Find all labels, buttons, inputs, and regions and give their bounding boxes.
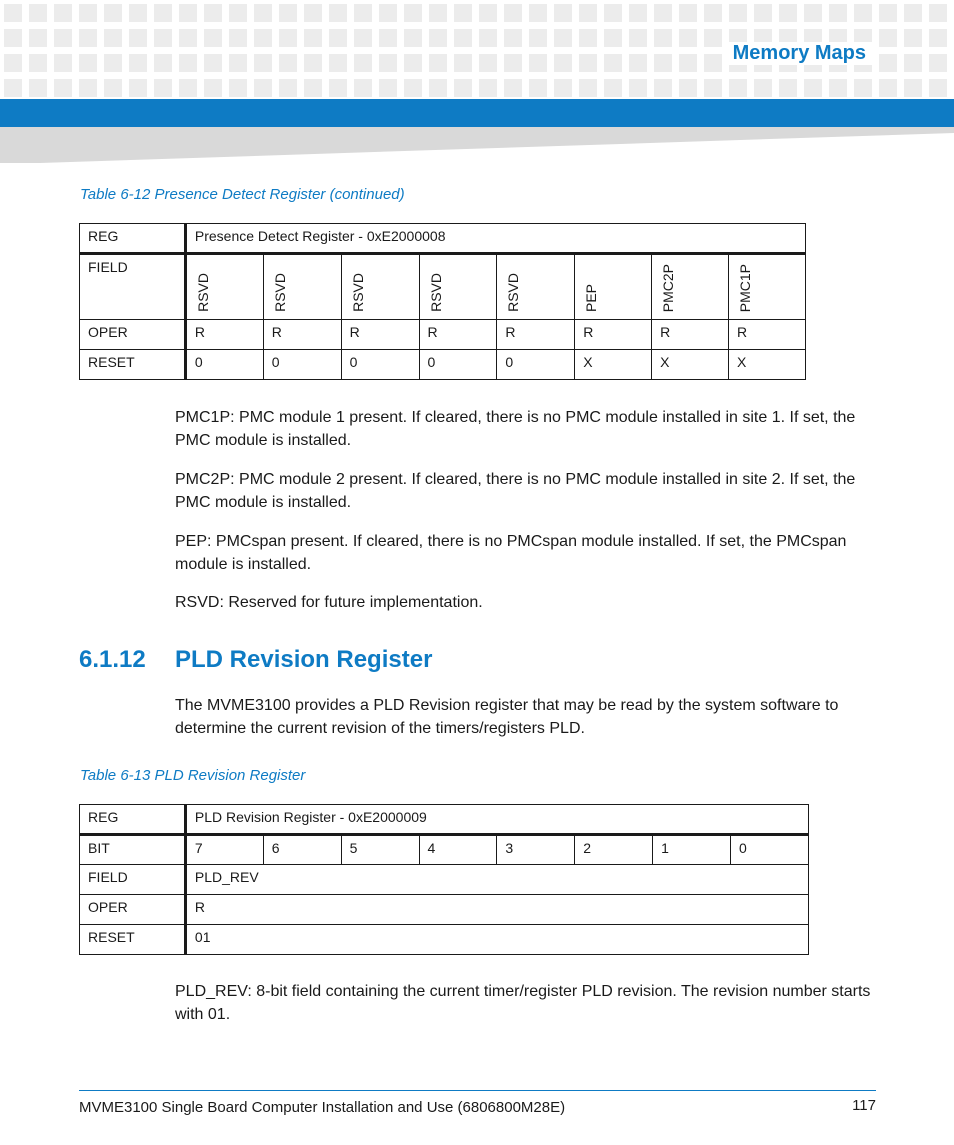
table2-field-value: PLD_REV [185, 865, 808, 895]
table2-reg-value: PLD Revision Register - 0xE2000009 [185, 805, 808, 835]
table1-cell: R [497, 320, 575, 350]
table1-cell: R [729, 320, 806, 350]
table2-caption: Table 6-13 PLD Revision Register [80, 767, 306, 784]
rsvd-description: RSVD: Reserved for future implementation. [175, 594, 483, 611]
table1-field-name: PEP [583, 283, 600, 312]
table1-field-name: RSVD [427, 273, 444, 312]
table2-bit-cell: 7 [185, 835, 263, 865]
table1-cell: 0 [263, 350, 341, 380]
table1-cell: R [185, 320, 263, 350]
table1-cell: X [729, 350, 806, 380]
table1-cell [575, 254, 652, 320]
section-title-text: PLD Revision Register [175, 646, 433, 673]
table1-cell: 0 [419, 350, 497, 380]
table2-bit-cell: 6 [263, 835, 341, 865]
section-intro: The MVME3100 provides a PLD Revision register that may be read by the system software to determine the current revision of the timers/registers PLD. [175, 697, 839, 737]
table1-field-name: RSVD [194, 273, 211, 312]
table2-bit-cell: 2 [575, 835, 653, 865]
table2-oper-value: R [185, 895, 808, 925]
table1-field-name: RSVD [505, 273, 522, 312]
table2-bit-cell: 5 [341, 835, 419, 865]
table1-field-name: RSVD [349, 273, 366, 312]
footer-page-number: 117 [852, 1097, 876, 1114]
pmc1p-description: PMC1P: PMC module 1 present. If cleared, there is no PMC module installed in site 1. If set, the PMC module is installed. [175, 409, 856, 449]
pld-revision-register-table [79, 804, 809, 955]
table1-cell: R [652, 320, 729, 350]
table2-bit-cell: 3 [497, 835, 575, 865]
table1-row-label: FIELD [80, 254, 186, 320]
table2-bit-cell: 0 [731, 835, 809, 865]
table1-cell: X [575, 350, 652, 380]
table1-caption: Table 6-12 Presence Detect Register (continued) [80, 186, 405, 203]
table1-field-name: RSVD [271, 273, 288, 312]
pmc2p-description: PMC2P: PMC module 2 present. If cleared, there is no PMC module installed in site 2. If set, the PMC module is installed. [175, 471, 856, 511]
presence-detect-register-table [79, 223, 806, 380]
table2-bit-cell: 4 [419, 835, 497, 865]
table1-cell [341, 254, 419, 320]
table2-reg-label: REG [80, 805, 186, 835]
table1-row-label: RESET [80, 350, 186, 380]
table1-cell [652, 254, 729, 320]
table1-field-name: PMC2P [660, 263, 677, 312]
table1-cell: X [652, 350, 729, 380]
section-number: 6.1.12 [79, 646, 146, 673]
section-heading [79, 646, 432, 674]
table1-cell: 0 [341, 350, 419, 380]
table1-row-label: OPER [80, 320, 186, 350]
table1-reg-label: REG [80, 224, 186, 254]
table1-field-name: PMC1P [737, 263, 754, 312]
table2-bit-label: BIT [80, 835, 186, 865]
table1-cell: 0 [185, 350, 263, 380]
table1-cell: R [575, 320, 652, 350]
footer-doc-title: MVME3100 Single Board Computer Installation and Use (6806800M28E) [79, 1099, 566, 1116]
table1-reg-value: Presence Detect Register - 0xE2000008 [185, 224, 805, 254]
table1-cell [185, 254, 263, 320]
table1-cell [497, 254, 575, 320]
pld-rev-description: PLD_REV: 8-bit field containing the current timer/register PLD revision. The revision number starts with 01. [175, 983, 871, 1023]
header-grey-wedge [0, 127, 954, 163]
table2-bit-cell: 1 [653, 835, 731, 865]
pep-description: PEP: PMCspan present. If cleared, there is no PMCspan module installed. If set, the PMCspan module is installed. [175, 533, 847, 573]
table1-cell: R [263, 320, 341, 350]
table2-oper-label: OPER [80, 895, 186, 925]
page-header-title: Memory Maps [727, 42, 872, 65]
header-blue-band [0, 99, 954, 127]
table2-reset-value: 01 [185, 925, 808, 955]
table2-field-label: FIELD [80, 865, 186, 895]
table1-cell: 0 [497, 350, 575, 380]
table1-cell [419, 254, 497, 320]
table1-cell [729, 254, 806, 320]
table1-cell: R [341, 320, 419, 350]
footer-rule [79, 1090, 876, 1091]
table1-cell: R [419, 320, 497, 350]
table2-reset-label: RESET [80, 925, 186, 955]
table1-cell [263, 254, 341, 320]
